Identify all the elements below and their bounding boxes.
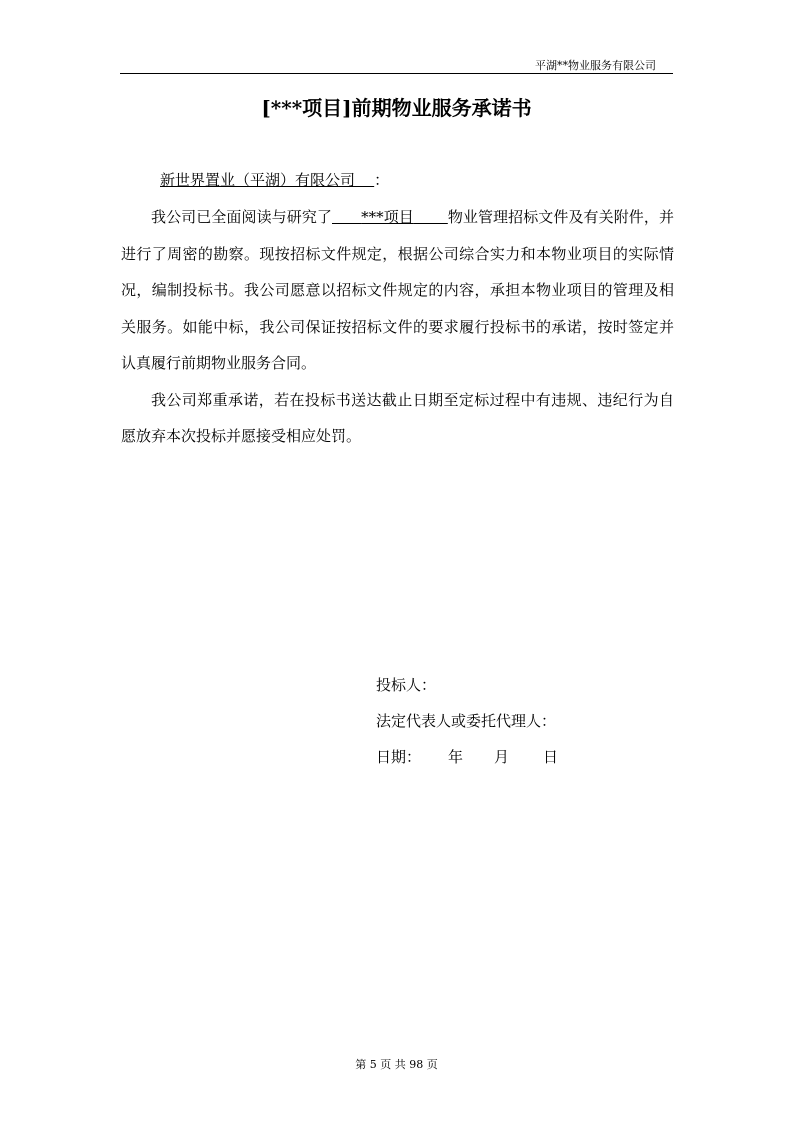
page-number: 第 5 页 共 98 页	[355, 1058, 438, 1071]
paragraph-1	[121, 199, 674, 382]
project-name-underlined	[332, 208, 448, 226]
bidder-label: 投标人：	[376, 676, 437, 694]
date-label: 日期：	[376, 748, 422, 766]
date-row	[376, 739, 558, 775]
page-title: [***项目]前期物业服务承诺书	[261, 96, 532, 120]
paragraph-2: 我公司郑重承诺，若在投标书送达截止日期至定标过程中有违规、违纪行为自愿放弃本次投标并愿接受相应处罚。	[121, 390, 674, 445]
addressee-line	[152, 169, 389, 190]
signature-block	[376, 667, 558, 775]
paragraph-1-after: 物业管理招标文件及有关附件，并进行了周密的勘察。现按招标文件规定，根据公司综合实力和本物业项目的实际情况，编制投标书。我公司愿意以招标文件规定的内容，承担本物业项目的管理及相关服务。如能中标，我公司保证按招标文件的要求履行投标书的承诺，按时签定并认真履行前期物业服务合同。	[121, 208, 674, 372]
letter-body	[121, 199, 674, 455]
addressee-name: 新世界置业（平湖）有限公司	[160, 171, 356, 189]
date-year: 年	[448, 748, 464, 766]
addressee-colon: ：	[374, 171, 390, 189]
header-company: 平湖**物业服务有限公司	[535, 59, 656, 72]
date-day: 日	[543, 748, 559, 766]
date-month: 月	[494, 748, 510, 766]
project-name: ***项目	[361, 208, 414, 226]
header-divider	[120, 73, 673, 74]
representative-label: 法定代表人或委托代理人：	[376, 712, 557, 730]
paragraph-1-before: 我公司已全面阅读与研究了	[151, 208, 332, 226]
